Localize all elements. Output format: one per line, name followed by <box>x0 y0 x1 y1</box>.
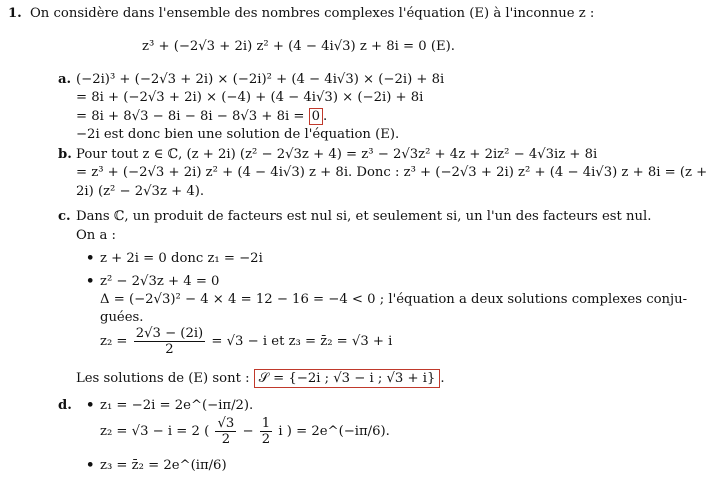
c-solutions-box: 𝒮 = {−2i ; √3 − i ; √3 + i} <box>254 369 441 388</box>
c-line1: Dans ℂ, un produit de facteurs est nul si, et seulement si, un l'un des facteurs est nul. <box>76 209 652 224</box>
a-line3-end: . <box>323 109 328 124</box>
c-item1: z + 2i = 0 donc z₁ = −2i <box>100 251 263 266</box>
d-line2 <box>100 416 390 447</box>
c-z2-den: 2 <box>165 342 174 357</box>
a-result-box: 0 <box>309 108 323 125</box>
d-f1-den: 2 <box>221 432 231 447</box>
c-z2-num: 2√3 − (2i) <box>135 326 204 341</box>
d-f1-num: √3 <box>217 416 235 431</box>
d-line2-rhs: i ) = 2e^(−iπ/6). <box>278 424 390 439</box>
d-bullet-3: • <box>86 458 95 473</box>
a-line1: (−2i)³ + (−2√3 + 2i) × (−2i)² + (4 − 4i√3) × (−2i) + 8i <box>76 72 445 87</box>
c-line2: On a : <box>76 228 116 243</box>
c-solutions-end: . <box>440 371 445 386</box>
d-minus: − <box>242 424 254 439</box>
q1-intro: On considère dans l'ensemble des nombres complexes l'équation (E) à l'inconnue z : <box>30 6 595 21</box>
q1-equation: z³ + (−2√3 + 2i) z² + (4 − 4i√3) z + 8i = 0 (E). <box>142 39 455 54</box>
c-z2-rhs: = √3 − i et z₃ = z̄₂ = √3 + i <box>211 334 393 349</box>
c-solutions-label: Les solutions de (E) sont : <box>76 371 250 386</box>
d-fraction-2 <box>260 416 272 447</box>
b-label: b. <box>58 147 72 162</box>
c-bullet-1: • <box>86 251 95 266</box>
b-line1: Pour tout z ∈ ℂ, (z + 2i) (z² − 2√3z + 4) = z³ − 2√3z² + 4z + 2iz² − 4√3iz + 8i <box>76 147 598 162</box>
q1-number: 1. <box>8 6 22 21</box>
c-z2-formula <box>100 326 392 357</box>
a-line4: −2i est donc bien une solution de l'équation (E). <box>76 127 400 142</box>
d-line3: z₃ = z̄₂ = 2e^(iπ/6) <box>100 458 227 473</box>
d-bullet-1: • <box>86 398 95 413</box>
a-line2: = 8i + (−2√3 + 2i) × (−4) + (4 − 4i√3) × (−2i) + 8i <box>76 90 424 105</box>
b-line3: 2i) (z² − 2√3z + 4). <box>76 184 205 199</box>
c-item2-line3: guées. <box>100 310 144 325</box>
c-bullet-2: • <box>86 274 95 289</box>
c-label: c. <box>58 209 71 224</box>
a-label: a. <box>58 72 72 87</box>
d-fraction-1 <box>215 416 236 447</box>
c-z2-lhs: z₂ = <box>100 334 128 349</box>
c-solutions <box>76 371 445 387</box>
c-z2-fraction <box>134 326 206 357</box>
d-label: d. <box>58 398 72 413</box>
d-line1: z₁ = −2i = 2e^(−iπ/2). <box>100 398 254 413</box>
c-item2-line2: Δ = (−2√3)² − 4 × 4 = 12 − 16 = −4 < 0 ; l'équation a deux solutions complexes conju- <box>100 292 688 307</box>
a-line3 <box>76 109 327 125</box>
b-line2: = z³ + (−2√3 + 2i) z² + (4 − 4i√3) z + 8i. Donc : z³ + (−2√3 + 2i) z² + (4 − 4i√3) z + 8i = (z + <box>76 165 707 180</box>
a-line3-start: = 8i + 8√3 − 8i − 8i − 8√3 + 8i = <box>76 109 305 124</box>
d-f2-num: 1 <box>261 416 271 431</box>
c-item2-line1: z² − 2√3z + 4 = 0 <box>100 274 220 289</box>
d-line2-lhs: z₂ = √3 − i = 2 ( <box>100 424 210 439</box>
d-f2-den: 2 <box>261 432 271 447</box>
